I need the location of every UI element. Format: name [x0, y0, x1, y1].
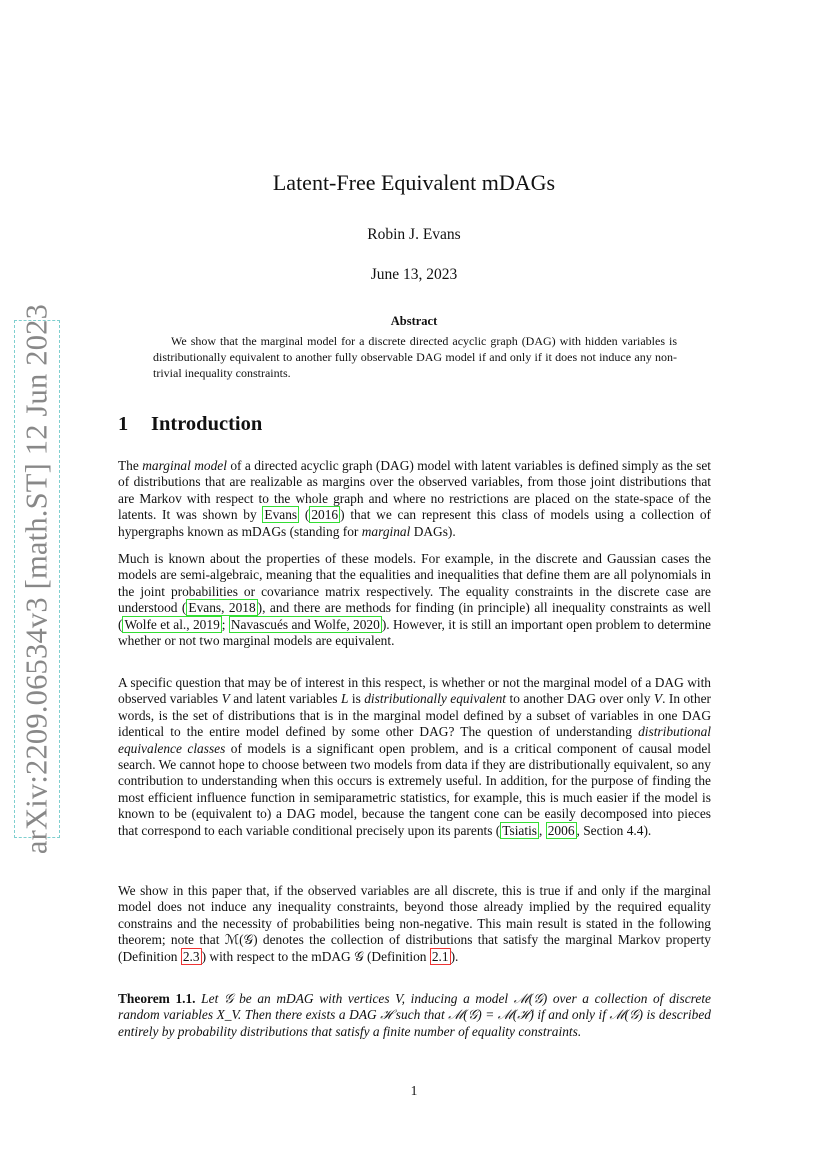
citation-link[interactable]: 2016	[311, 507, 339, 523]
section-heading-introduction	[118, 413, 262, 436]
section-title: Introduction	[151, 413, 263, 435]
citation-link[interactable]: Wolfe et al., 2019	[124, 616, 220, 632]
emphasis: marginal	[361, 523, 411, 539]
theorem-1-1	[118, 991, 711, 1040]
citation-link[interactable]: Evans	[264, 507, 298, 523]
citation-link[interactable]: Navascués and Wolfe, 2020	[230, 616, 380, 632]
paper-title: Latent-Free Equivalent mDAGs	[272, 170, 556, 195]
arxiv-identifier: arXiv:2209.06534v3 [math.ST] 12 Jun 2023	[19, 303, 54, 855]
paragraph-1: The marginal model of a directed acyclic graph (DAG) model with latent variables is defined simply as the set of distributions that are realizable as margins over the observed variables, from those joint distributions that are Markov with respect to the whole graph and where no restrictions are placed on the state-space of the latents. It was shown by Evans ( 2016 ) that we can represent this class of models using a collection of hypergraphs known as mDAGs (standing for marginal DAGs).	[118, 458, 712, 539]
emphasis: marginal model	[142, 458, 227, 473]
arxiv-identifier-stamp	[14, 303, 60, 855]
citation-link[interactable]: Tsiatis	[502, 822, 538, 838]
paragraph-3: A specific question that may be of interest in this respect, is whether or not the marginal model of a DAG with observed variables V and latent variables L is distributionally equivalent to another DAG over only V. In other words, is the set of distributions that is in the marginal model defined by a subset of variables in one DAG identical to the entire model defined by some other DAG? The question of understanding distributional equivalence classes of models is a significant open problem, and is a critical component of causal model search. We cannot hope to choose between two models from data if they are distributionally equivalent, so any contribution to understanding when this occurs is extremely useful. In addition, for the purpose of finding the most efficient influence function in semiparametric statistics, for example, this is much easier if the model is known to be (equivalent to) a DAG model, because the tangent cone can be easily decomposed into pieces that correspond to each variable conditional precisely upon its parents ( Tsiatis , 2006 , Section 4.4).	[118, 675, 711, 838]
page-number: 1	[410, 1083, 418, 1098]
theorem-statement: Let 𝒢 be an mDAG with vertices V, inducing a model ℳ(𝒢) over a collection of discrete random variables X_V. Then there exists a DAG ℋ such that ℳ(𝒢) = ℳ(ℋ) if and only if ℳ(𝒢) is described entirely by probability distributions that satisfy a finite number of equality constraints.	[118, 991, 711, 1039]
emphasis: distributionally equivalent	[364, 691, 507, 707]
theorem-label: Theorem 1.1.	[118, 991, 196, 1006]
paper-author: Robin J. Evans	[367, 226, 461, 243]
paragraph-2: Much is known about the properties of these models. For example, in the discrete and Gaussian cases the models are semi-algebraic, meaning that the equalities and inequalities that define them are all polynomials in the joint probabilities or covariance matrix respectively. The equality constraints in the discrete case are understood ( Evans, 2018 ), and there are methods for finding (in principle) all inequality constraints as well ( Wolfe et al., 2019 ; Navascués and Wolfe, 2020 ). However, it is still an important open problem to determine whether or not two marginal models are equivalent.	[118, 551, 711, 649]
math-variable: L	[340, 691, 349, 707]
math-variable: V	[221, 691, 230, 707]
citation-link[interactable]: Evans, 2018	[188, 600, 256, 616]
math-variable: V	[653, 691, 663, 707]
definition-link[interactable]: 2.3	[182, 948, 200, 964]
abstract-heading: Abstract	[390, 314, 438, 328]
paper-date: June 13, 2023	[370, 266, 458, 283]
definition-link[interactable]: 2.1	[431, 948, 449, 964]
section-number: 1	[118, 413, 129, 435]
paragraph-4: We show in this paper that, if the observed variables are all discrete, this is true if and only if the marginal model does not induce any inequality constraints, beyond those already implied by the required equality constrains and the necessity of probabilities being non-negative. This main result is stated in the following theorem; note that ℳ(𝒢) denotes the collection of distributions that satisfy the marginal Markov property (Definition 2.3 ) with respect to the mDAG 𝒢 (Definition 2.1 ).	[118, 883, 711, 964]
emphasis: distributional equivalence classes	[118, 724, 711, 756]
abstract-text: We show that the marginal model for a discrete directed acyclic graph (DAG) with hidden variables is distributionally equivalent to another fully observable DAG model if and only if it does not induce any non-trivial inequality constraints.	[153, 334, 677, 380]
citation-link[interactable]: 2006	[547, 822, 575, 838]
